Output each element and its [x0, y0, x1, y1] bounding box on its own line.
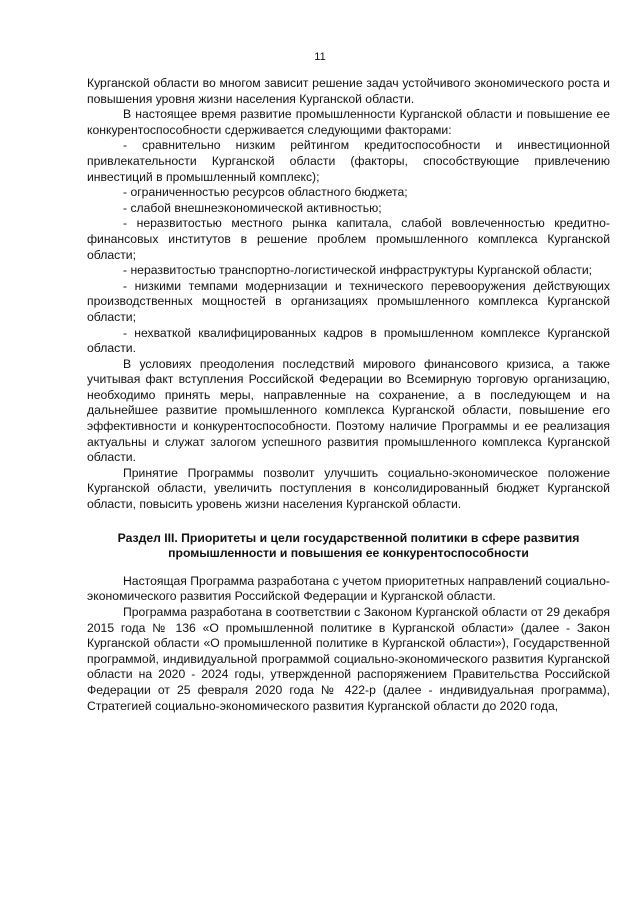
paragraph: Программа разработана в соответствии с Законом Курганской области от 29 декабря 2015 года № 136 «О промышленной политике в Курганской области» (далее - Закон Курганской области «О промышленной политике в Курганской области»), Государственной программой, индивидуальной программой социально-экономического развития Курганской области на 2020 - 2024 годы, утвержденной распоряжением Правительства Российской Федерации от 25 февраля 2020 года № 422-р (далее - индивидуальная программа), Стратегией социально-экономического развития Курганской области до 2020 года,: [87, 605, 610, 713]
paragraph: - неразвитостью местного рынка капитала, слабой вовлеченностью кредитно-финансовых институтов в решение проблем промышленного комплекса Курганской области;: [87, 216, 610, 262]
page-number: 11: [314, 51, 326, 63]
paragraph: Принятие Программы позволит улучшить социально-экономическое положение Курганской области, увеличить поступления в консолидированный бюджет Курганской области, повысить уровень жизни населения Курганской области.: [87, 465, 610, 512]
paragraph: - сравнительно низким рейтингом кредитоспособности и инвестиционной привлекательности Курганской области (факторы, способствующие привлечению инвестиций в промышленный комплекс);: [87, 138, 610, 184]
paragraph: - неразвитостью транспортно-логистической инфраструктуры Курганской области;: [123, 263, 593, 278]
section-heading-line-2: промышленности и повышения ее конкурентоспособности: [168, 546, 529, 561]
paragraph: - нехваткой квалифицированных кадров в промышленном комплексе Курганской области.: [87, 325, 610, 356]
section-heading: [87, 531, 610, 562]
paragraphs-before-section: [87, 76, 610, 513]
section-heading-line-1: Раздел III. Приоритеты и цели государственной политики в сфере развития: [117, 530, 580, 545]
paragraph: - ограниченностью ресурсов областного бюджета;: [123, 185, 408, 200]
document-body: [87, 76, 610, 714]
paragraphs-after-section: [87, 574, 610, 714]
paragraph: - низкими темпами модернизации и технического перевооружения действующих производственных мощностей в организациях промышленного комплекса Курганской области;: [87, 278, 610, 324]
paragraph: Курганской области во многом зависит решение задач устойчивого экономического роста и повышения уровня жизни населения Курганской области.: [87, 76, 610, 106]
paragraph: - слабой внешнеэкономической активностью;: [123, 200, 382, 215]
paragraph: В условиях преодоления последствий мирового финансового кризиса, а также учитывая факт вступления Российской Федерации во Всемирную торговую организацию, необходимо принять меры, направленные на сохранение, а в последующем и на дальнейшее развитие промышленного комплекса Курганской области, повышение его эффективности и конкурентоспособности. Поэтому наличие Программы и ее реализация актуальны и служат залогом успешного развития промышленного комплекса Курганской области.: [87, 356, 610, 465]
paragraph: В настоящее время развитие промышленности Курганской области и повышение ее конкурентоспособности сдерживается следующими факторами:: [87, 107, 610, 137]
paragraph: Настоящая Программа разработана с учетом приоритетных направлений социально-экономического развития Российской Федерации и Курганской области.: [87, 573, 610, 604]
